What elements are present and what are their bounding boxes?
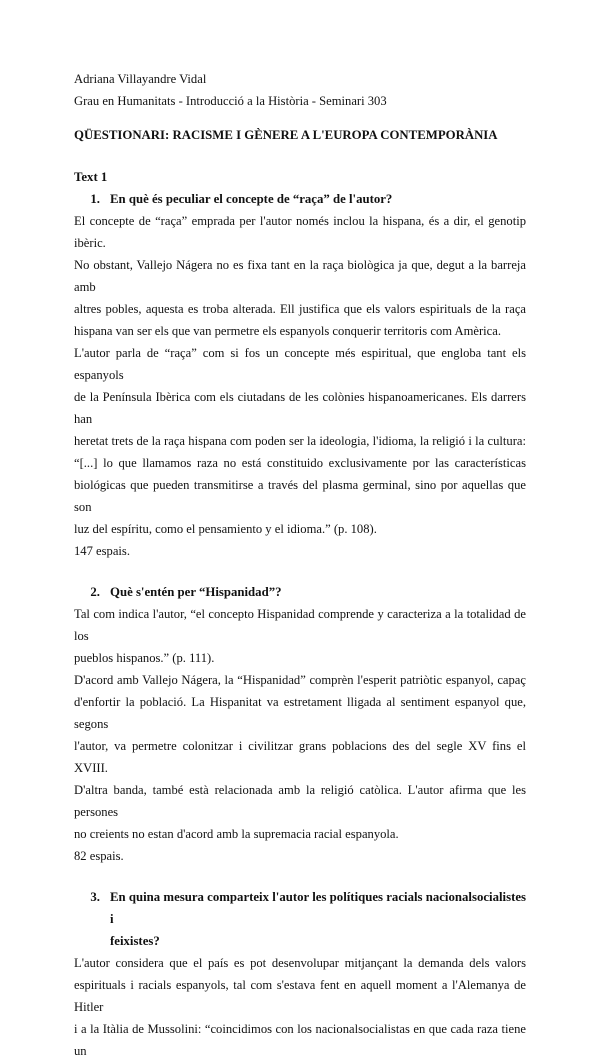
character-count: 147 espais. [74, 544, 130, 558]
text-line: pueblos hispanos.” (p. 111). [74, 651, 215, 665]
section-heading: Text 1 [74, 170, 108, 184]
question-text: En què és peculiar el concepte de “raça” de l'autor? [110, 192, 393, 206]
text-line: d'enfortir la població. La Hispanitat va estretament lligada al sentiment espanyol que, segons [74, 695, 526, 731]
text-line: l'autor, va permetre colonitzar i civilitzar grans poblacions des del segle XV fins el XVIII. [74, 739, 526, 775]
text-line: Tal com indica l'autor, “el concepto Hispanidad comprende y caracteriza a la totalidad de los [74, 607, 526, 643]
text-line: hispana van ser els que van permetre els espanyols conquerir territoris com Amèrica. [74, 324, 501, 338]
question-3 [74, 886, 526, 952]
document-title: QÜESTIONARI: RACISME I GÈNERE A L'EUROPA CONTEMPORÀNIA [74, 128, 498, 142]
answer-paragraph [74, 342, 526, 540]
question-number: 1. [90, 192, 100, 206]
course-info: Grau en Humanitats - Introducció a la Història - Seminari 303 [74, 94, 387, 108]
answer-paragraph [74, 603, 526, 669]
text-line: de la Península Ibèrica com els ciutadans de les colònies hispanoamericanes. Els darrers han [74, 390, 526, 426]
answer-paragraph [74, 952, 526, 1062]
text-line: No obstant, Vallejo Nágera no es fixa tant en la raça biològica ja que, degut a la barreja amb [74, 258, 526, 294]
question-number: 3. [90, 890, 100, 904]
text-line: El concepte de “raça” emprada per l'autor només inclou la hispana, és a dir, el genotip ibèric. [74, 214, 526, 250]
text-line: L'autor parla de “raça” com si fos un concepte més espiritual, que engloba tant els espanyols [74, 346, 526, 382]
question-number: 2. [90, 585, 100, 599]
question-1 [74, 188, 526, 210]
question-text-line: feixistes? [110, 934, 160, 948]
question-2 [74, 581, 526, 603]
question-text [110, 886, 526, 952]
text-line: altres pobles, aquesta es troba alterada. Ell justifica que els valors espirituals de la raça [74, 302, 526, 316]
text-line: biológicas que pueden transmitirse a través del plasma germinal, sino por aquellas que son [74, 478, 526, 514]
text-line: luz del espíritu, como el pensamiento y el idioma.” (p. 108). [74, 522, 377, 536]
text-line: “[...] lo que llamamos raza no está constituido exclusivamente por las características [74, 456, 526, 470]
text-line: D'acord amb Vallejo Nágera, la “Hispanidad” comprèn l'esperit patriòtic espanyol, capaç [74, 673, 526, 687]
character-count: 82 espais. [74, 849, 124, 863]
author-name: Adriana Villayandre Vidal [74, 72, 207, 86]
answer-paragraph [74, 210, 526, 342]
question-text: Què s'entén per “Hispanidad”? [110, 585, 282, 599]
text-line: L'autor considera que el país es pot desenvolupar mitjançant la demanda dels valors [74, 956, 526, 970]
document-header [74, 68, 526, 112]
question-text-line: En quina mesura comparteix l'autor les polítiques racials nacionalsocialistes i [110, 890, 526, 926]
text-line: D'altra banda, també està relacionada amb la religió catòlica. L'autor afirma que les persones [74, 783, 526, 819]
text-line: espirituals i racials espanyols, tal com s'estava fent en aquell moment a l'Alemanya de Hitler [74, 978, 526, 1014]
text-line: heretat trets de la raça hispana com poden ser la ideologia, l'idioma, la religió i la cultura: [74, 434, 526, 448]
answer-paragraph [74, 669, 526, 845]
text-line: no creients no estan d'acord amb la supremacia racial espanyola. [74, 827, 399, 841]
text-line: i a la Itàlia de Mussolini: “coincidimos con los nacionalsocialistas en que cada raza tiene un [74, 1022, 526, 1058]
